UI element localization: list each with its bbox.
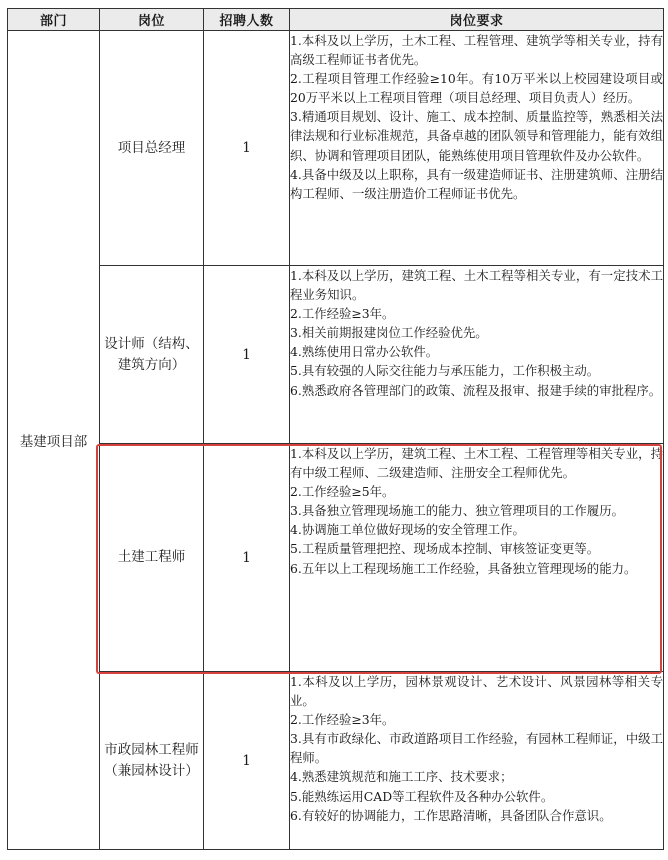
position-cell: 市政园林工程师（兼园林设计）: [100, 672, 204, 850]
headcount-cell: 1: [204, 266, 290, 444]
requirement-item: 4.熟练使用日常办公软件。: [290, 344, 439, 360]
requirements-cell: [290, 31, 664, 266]
header-department: 部门: [8, 9, 100, 31]
requirement-item: 3.相关前期报建岗位工作经验优先。: [290, 325, 488, 341]
requirements-cell: [290, 444, 664, 672]
headcount-cell: 1: [204, 444, 290, 672]
requirement-item: 1.本科及以上学历，园林景观设计、艺术设计、风景园林等相关专业。: [290, 674, 663, 709]
requirements-cell: [290, 266, 664, 444]
table-row: [8, 266, 664, 444]
requirement-item: 1.本科及以上学历，土木工程、工程管理、建筑学等相关专业，持有高级工程师证书者优先。: [290, 33, 663, 68]
header-headcount: 招聘人数: [204, 9, 290, 31]
position-cell: 土建工程师: [100, 444, 204, 672]
requirement-item: 2.工程项目管理工作经验≥10年。有10万平米以上校园建设项目或20万平米以上工程项目管理（项目总经理、项目负责人）经历。: [290, 71, 663, 106]
requirement-item: 6.熟悉政府各管理部门的政策、流程及报审、报建手续的审批程序。: [290, 382, 662, 398]
header-requirements: 岗位要求: [290, 9, 664, 31]
headcount-cell: 1: [204, 31, 290, 266]
requirement-item: 4.具备中级及以上职称，具有一级建造师证书、注册建筑师、注册结构工程师、一级注册造价工程师证书优先。: [290, 166, 663, 201]
requirement-item: 1.本科及以上学历，建筑工程、土木工程、工程管理等相关专业，持有中级工程师、二级建造师、注册安全工程师优先。: [290, 446, 663, 481]
recruitment-table: [7, 8, 664, 850]
requirements-cell: [290, 672, 664, 850]
requirement-item: 4.协调施工单位做好现场的安全管理工作。: [290, 522, 525, 538]
requirement-item: 5.工程质量管理把控、现场成本控制、审核签证变更等。: [290, 541, 600, 557]
requirement-item: 2.工作经验≥5年。: [290, 484, 395, 500]
requirement-item: 2.工作经验≥3年。: [290, 712, 395, 728]
requirement-item: 6.有较好的协调能力，工作思路清晰，具备团队合作意识。: [290, 807, 612, 823]
requirement-item: 2.工作经验≥3年。: [290, 306, 395, 322]
table-header-row: [8, 9, 664, 31]
header-position: 岗位: [100, 9, 204, 31]
requirement-item: 5.具有较强的人际交往能力与承压能力，工作积极主动。: [290, 363, 600, 379]
table-row: [8, 672, 664, 850]
table-row: [8, 31, 664, 266]
requirement-item: 3.具备独立管理现场施工的能力、独立管理项目的工作履历。: [290, 503, 624, 519]
position-cell: 设计师（结构、建筑方向）: [100, 266, 204, 444]
table-row: [8, 444, 664, 672]
requirement-item: 3.精通项目规划、设计、施工、成本控制、质量监控等，熟悉相关法律法规和行业标准规范，具备卓越的团队领导和管理能力，能有效组织、协调和管理项目团队，能熟练使用项目管理软件及办公软件。: [290, 109, 663, 163]
requirement-item: 4.熟悉建筑规范和施工工序、技术要求；: [290, 769, 513, 785]
requirement-item: 1.本科及以上学历，建筑工程、土木工程等相关专业，有一定技术工程业务知识。: [290, 268, 663, 303]
position-cell: 项目总经理: [100, 31, 204, 266]
requirement-item: 6.五年以上工程现场施工工作经验，具备独立管理现场的能力。: [290, 560, 637, 576]
requirement-item: 5.能熟练运用CAD等工程软件及各种办公软件。: [290, 788, 554, 804]
department-cell: 基建项目部: [8, 31, 100, 850]
headcount-cell: 1: [204, 672, 290, 850]
requirement-item: 3.具有市政绿化、市政道路项目工作经验，有园林工程师证，中级工程师。: [290, 731, 663, 766]
